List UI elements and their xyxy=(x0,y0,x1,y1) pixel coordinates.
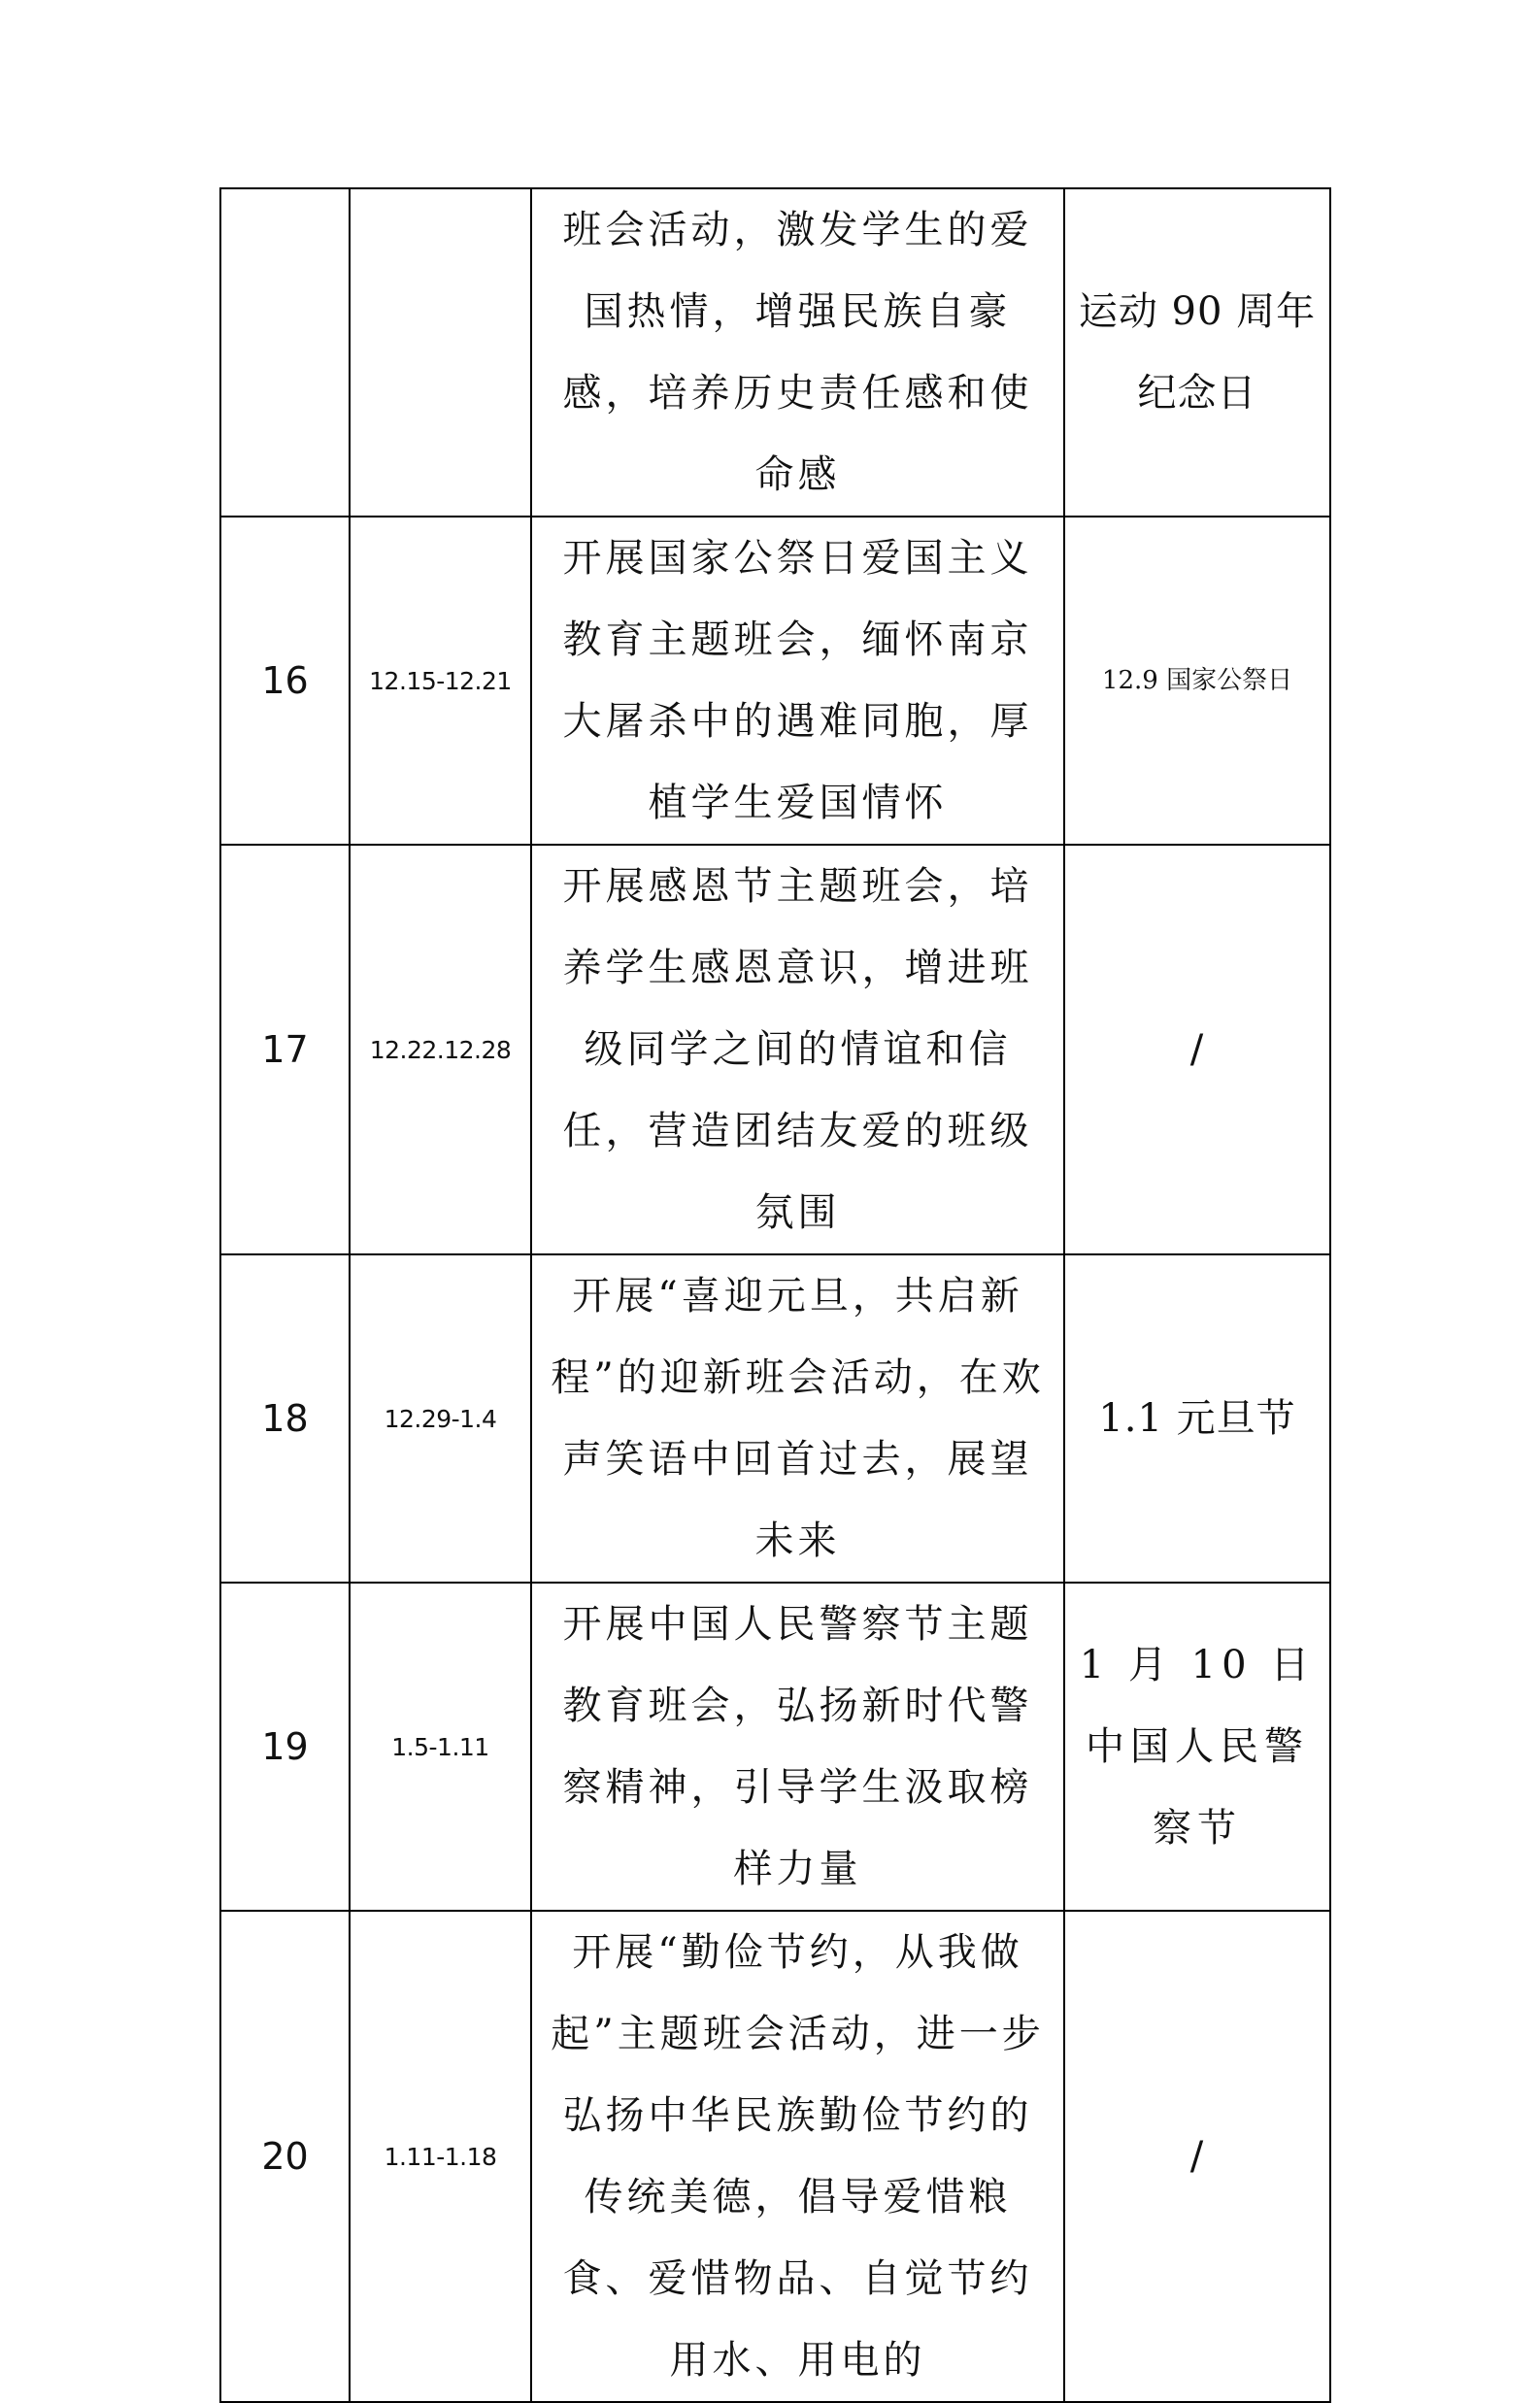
note-cell: / xyxy=(1064,845,1330,1254)
week-cell: 17 xyxy=(220,845,350,1254)
content-cell: 开展中国人民警察节主题教育班会，弘扬新时代警察精神，引导学生汲取榜样力量 xyxy=(531,1583,1064,1911)
content-cell: 开展感恩节主题班会，培养学生感恩意识，增进班级同学之间的情谊和信任，营造团结友爱的班级氛围 xyxy=(531,845,1064,1254)
class-meeting-plan-table xyxy=(219,187,1331,2403)
table-row xyxy=(220,1911,1330,2402)
week-cell xyxy=(220,188,350,517)
note-cell: 1.1 元旦节 xyxy=(1064,1254,1330,1583)
note-cell: 运动 90 周年纪念日 xyxy=(1064,188,1330,517)
date-cell: 1.5-1.11 xyxy=(350,1583,531,1911)
content-cell: 开展“喜迎元旦，共启新程”的迎新班会活动，在欢声笑语中回首过去，展望未来 xyxy=(531,1254,1064,1583)
date-cell: 12.15-12.21 xyxy=(350,517,531,845)
content-cell: 开展“勤俭节约，从我做起”主题班会活动，进一步弘扬中华民族勤俭节约的传统美德，倡导爱惜粮食、爱惜物品、自觉节约用水、用电的 xyxy=(531,1911,1064,2402)
content-cell: 开展国家公祭日爱国主义教育主题班会，缅怀南京大屠杀中的遇难同胞，厚植学生爱国情怀 xyxy=(531,517,1064,845)
content-cell: 班会活动，激发学生的爱国热情，增强民族自豪感，培养历史责任感和使命感 xyxy=(531,188,1064,517)
week-cell: 18 xyxy=(220,1254,350,1583)
date-cell: 1.11-1.18 xyxy=(350,1911,531,2402)
note-cell: 12.9 国家公祭日 xyxy=(1064,517,1330,845)
table-row xyxy=(220,188,1330,517)
date-cell: 12.29-1.4 xyxy=(350,1254,531,1583)
week-cell: 16 xyxy=(220,517,350,845)
date-cell: 12.22.12.28 xyxy=(350,845,531,1254)
note-cell: 1 月 10 日中国人民警察节 xyxy=(1064,1583,1330,1911)
date-cell xyxy=(350,188,531,517)
note-cell: / xyxy=(1064,1911,1330,2402)
table-row xyxy=(220,517,1330,845)
table-row xyxy=(220,1583,1330,1911)
week-cell: 19 xyxy=(220,1583,350,1911)
table-row xyxy=(220,845,1330,1254)
week-cell: 20 xyxy=(220,1911,350,2402)
table-row xyxy=(220,1254,1330,1583)
